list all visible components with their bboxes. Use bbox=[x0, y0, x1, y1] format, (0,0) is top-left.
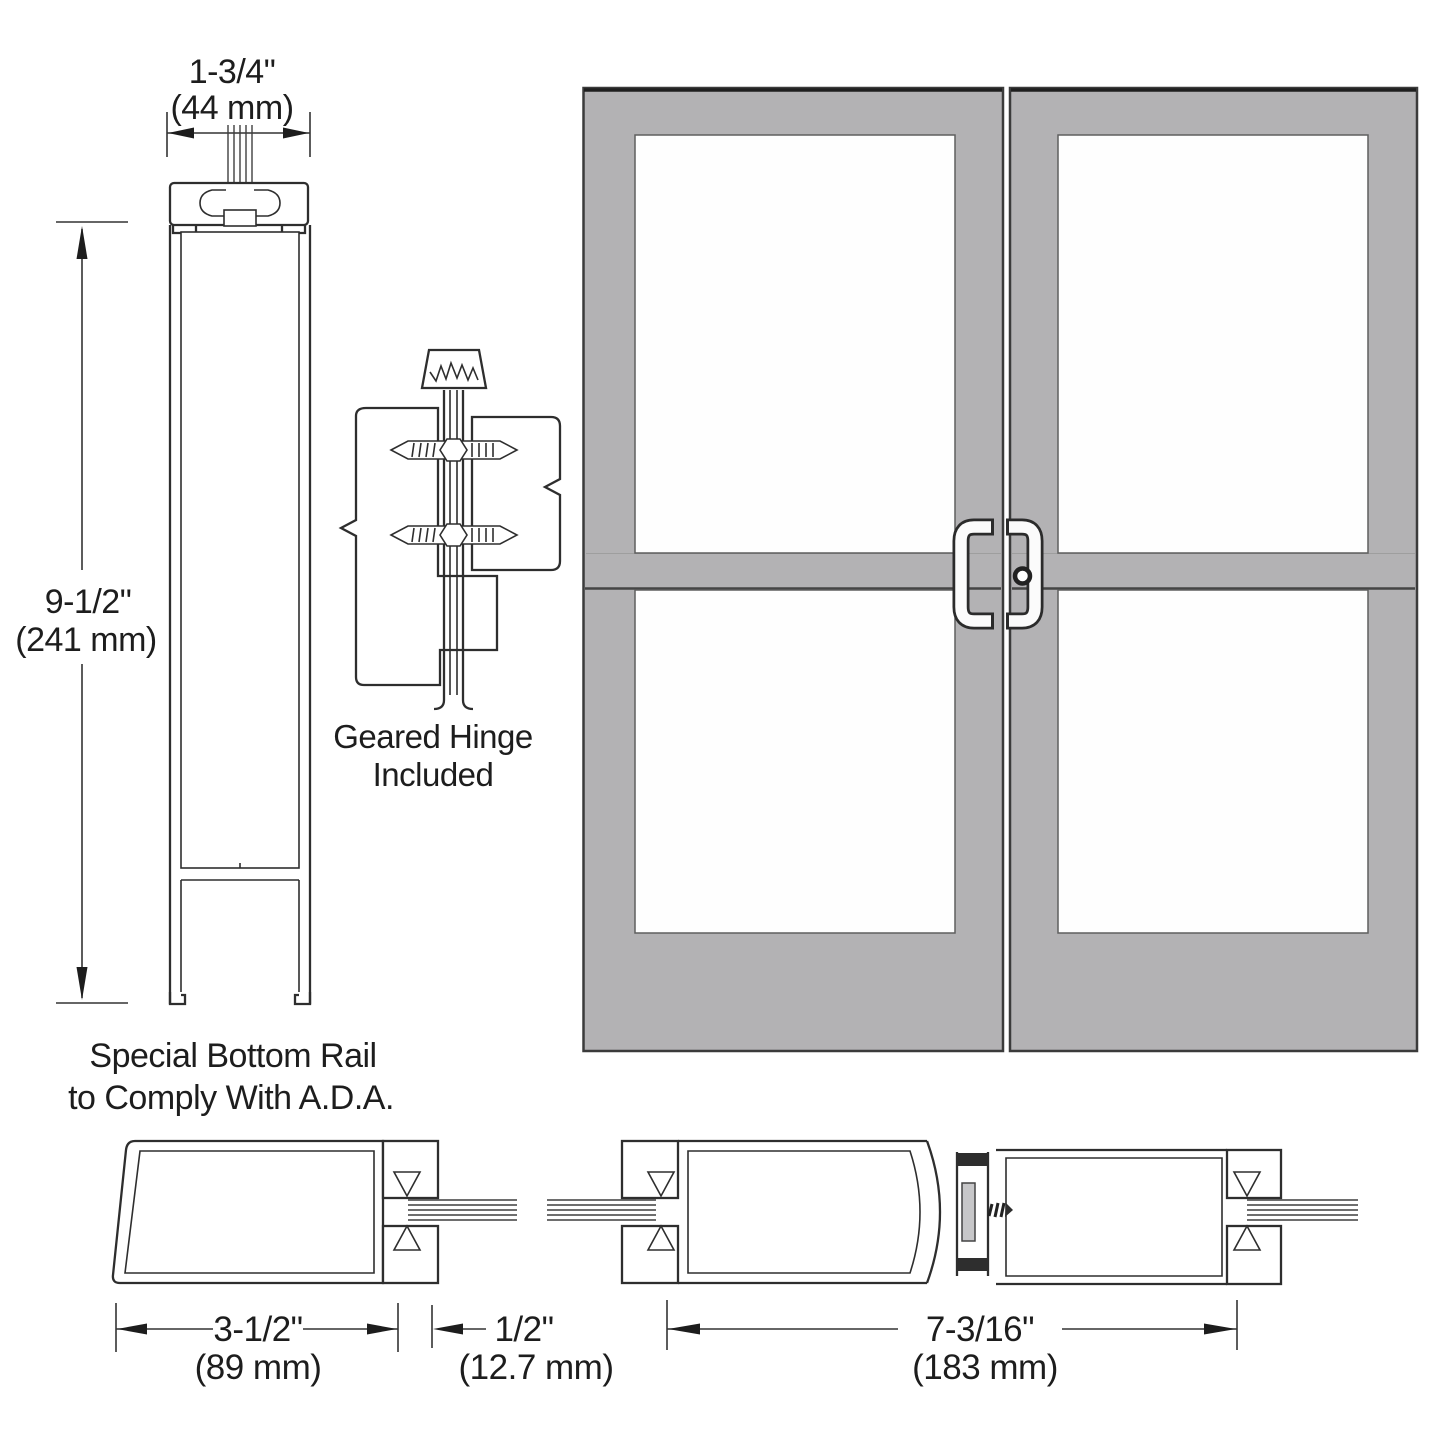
left-door-glass-bottom bbox=[635, 590, 955, 933]
dim-stile-width-metric: (44 mm) bbox=[170, 89, 294, 127]
dimension-stile-width bbox=[167, 53, 310, 157]
door-pair-elevation bbox=[584, 88, 1418, 1051]
meeting-stiles-plan-section bbox=[622, 1141, 1358, 1284]
glazing-pocket-top bbox=[622, 1141, 678, 1198]
hinge-door-profile bbox=[472, 417, 560, 570]
glazing-pocket-bottom bbox=[622, 1226, 678, 1283]
hinge-screw-bottom bbox=[391, 524, 517, 546]
ada-note-line1: Special Bottom Rail bbox=[89, 1037, 377, 1075]
dim-glass-bite-metric: (12.7 mm) bbox=[458, 1348, 614, 1387]
dimension-rail-section-width bbox=[116, 1303, 398, 1387]
arrowhead-up bbox=[77, 226, 88, 259]
dimension-glass-bite bbox=[432, 1305, 613, 1387]
rail-foot-left bbox=[170, 992, 185, 1004]
ada-note-line2: to Comply With A.D.A. bbox=[68, 1079, 394, 1117]
rail-body bbox=[170, 225, 310, 1004]
glass-lines bbox=[1247, 1200, 1358, 1220]
dim-rail-height-metric: (241 mm) bbox=[15, 621, 157, 659]
hinge-gear-cap bbox=[422, 350, 486, 388]
setting-block bbox=[224, 210, 256, 226]
glass-lines bbox=[408, 1200, 656, 1220]
dim-rail-width-metric: (89 mm) bbox=[194, 1348, 322, 1387]
right-door-glass-top bbox=[1058, 135, 1368, 553]
right-door-glass-bottom bbox=[1058, 590, 1368, 933]
hinge-screw-top bbox=[391, 439, 517, 461]
geared-hinge-detail bbox=[333, 350, 560, 793]
latch-screw-icon bbox=[989, 1203, 1013, 1217]
left-door-glass-top bbox=[635, 135, 955, 553]
rail-foot-right bbox=[295, 992, 310, 1004]
rail-plan-section bbox=[113, 1141, 656, 1283]
lock-cylinder-icon bbox=[1015, 569, 1030, 584]
arrowhead-right bbox=[283, 128, 309, 139]
dim-pair-width-inches: 7-3/16" bbox=[925, 1310, 1035, 1349]
hinge-label-line2: Included bbox=[372, 756, 494, 793]
bottom-rail-section-view bbox=[15, 53, 310, 1004]
arrowhead-down bbox=[77, 967, 88, 1000]
right-door bbox=[1006, 88, 1417, 1051]
dim-rail-height-inches: 9-1/2" bbox=[44, 583, 132, 621]
dimension-pair-section-width bbox=[667, 1300, 1237, 1387]
arrowhead-left bbox=[168, 128, 194, 139]
dim-stile-width-inches: 1-3/4" bbox=[188, 53, 276, 91]
glazing-pocket-bottom bbox=[1227, 1226, 1281, 1284]
dim-rail-width-inches: 3-1/2" bbox=[213, 1310, 303, 1349]
dimension-bottom-rail-height bbox=[15, 222, 156, 1003]
glazing-channel-profile bbox=[170, 183, 308, 233]
stile-end-cap bbox=[927, 1141, 940, 1283]
hinge-label-line1: Geared Hinge bbox=[333, 718, 533, 755]
left-door bbox=[584, 88, 1004, 1051]
astragal-lock-channel bbox=[956, 1152, 989, 1276]
dim-glass-bite-inches: 1/2" bbox=[494, 1310, 554, 1349]
dim-pair-width-metric: (183 mm) bbox=[912, 1348, 1058, 1387]
